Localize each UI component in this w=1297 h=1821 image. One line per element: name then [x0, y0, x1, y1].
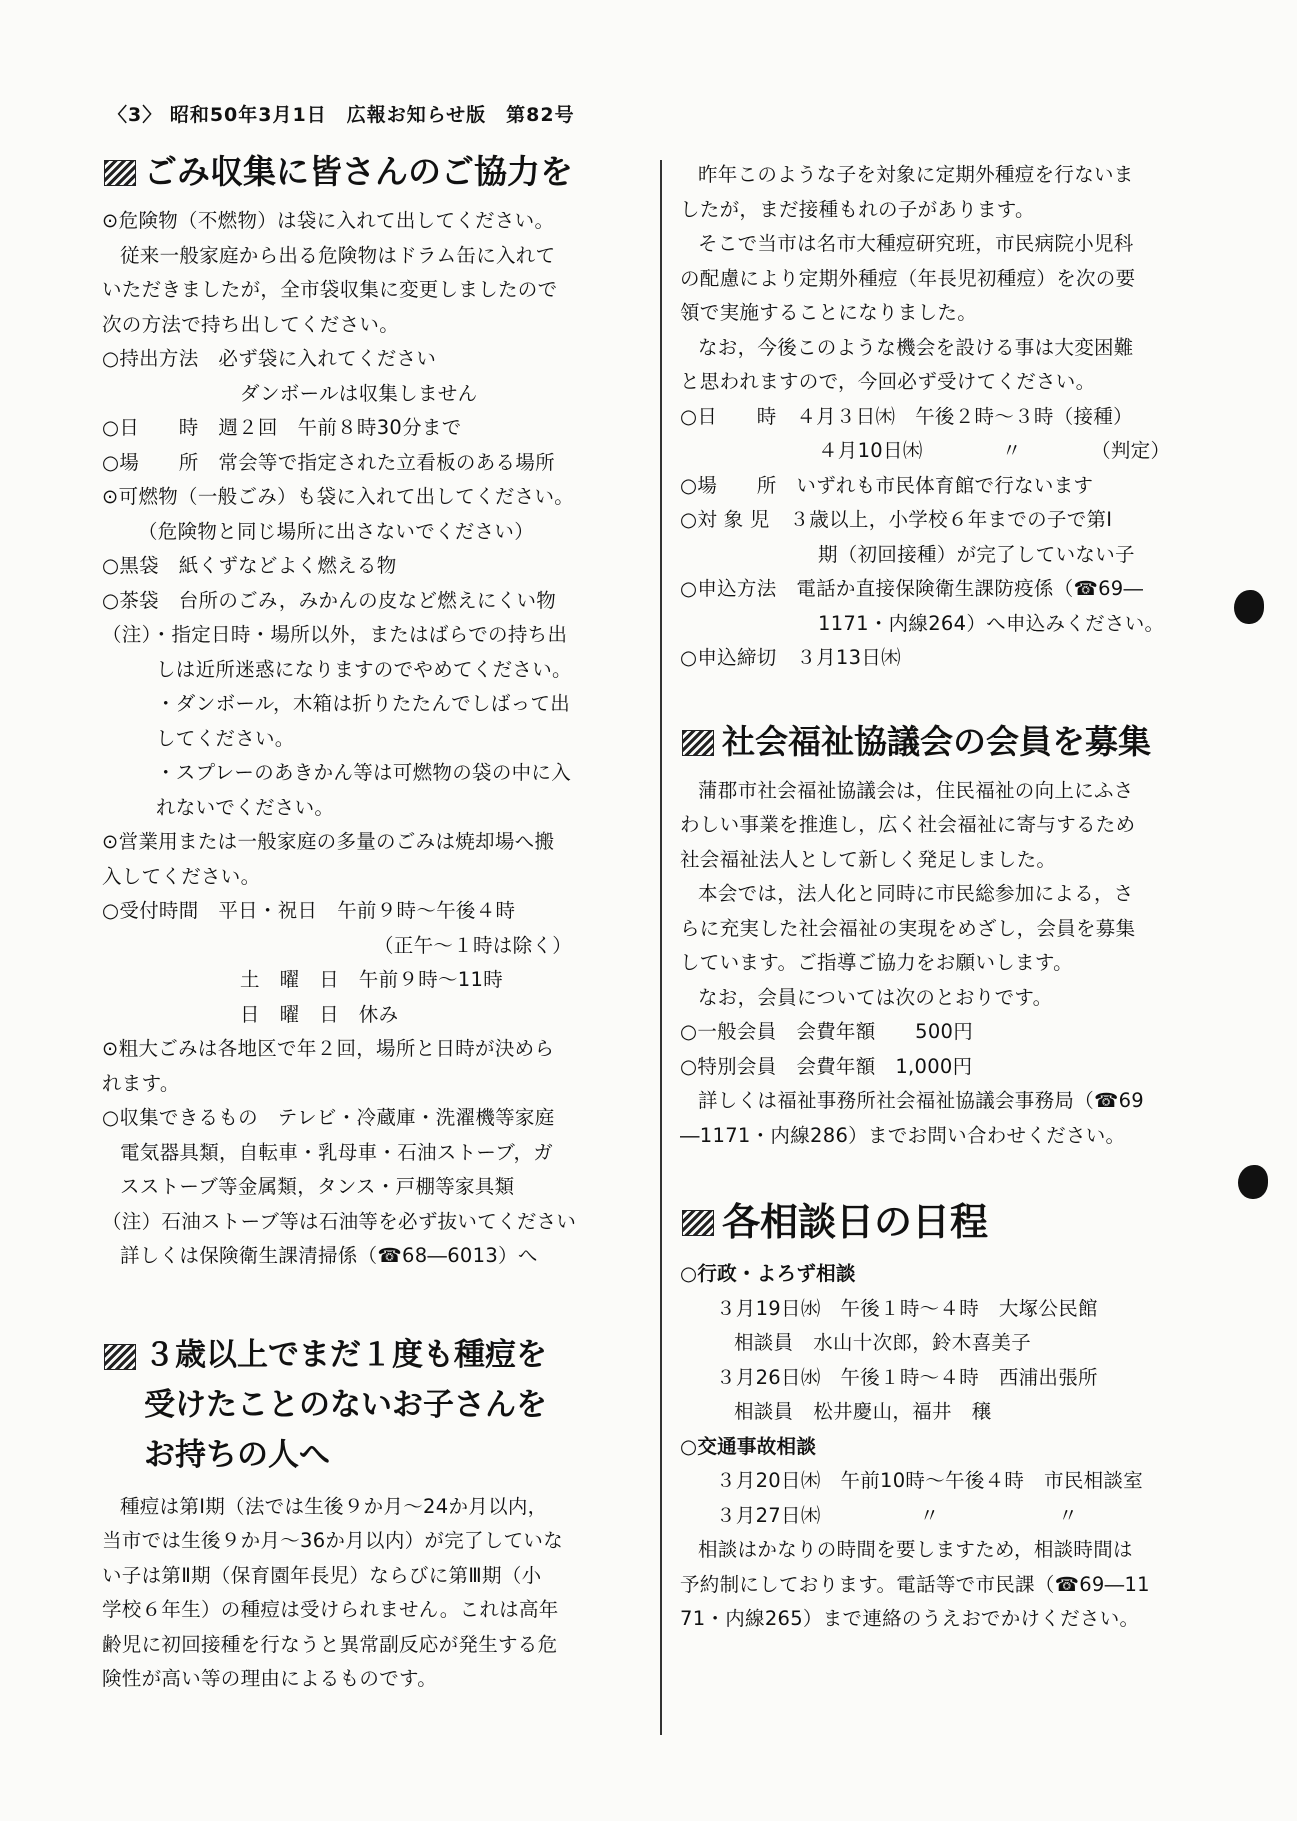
vaccine-section-title — [102, 1330, 642, 1480]
text-line: 期（初回接種）が完了していない子 — [818, 542, 1135, 566]
text-line: （危険物と同じ場所に出さないでください） — [138, 519, 535, 543]
vaccine-title-line: 受けたことのないお子さんを — [144, 1386, 547, 1423]
text-line: （注）石油ストーブ等は石油等を必ず抜いてください — [102, 1209, 577, 1233]
text-line: ○日 時 ４月３日㈭ 午後２時～３時（接種） — [680, 404, 1133, 428]
text-line: ３月26日㈬ 午後１時～４時 西浦出張所 — [716, 1365, 1098, 1389]
text-line: ○申込方法 電話か直接保険衛生課防疫係（☎69― — [680, 577, 1144, 600]
text-line: ○受付時間 平日・祝日 午前９時～午後４時 — [102, 899, 516, 922]
text-line: ○一般会員 会費年額 500円 — [680, 1020, 974, 1043]
text-line: ３月27日㈭ 〃 〃 — [716, 1503, 1079, 1527]
garbage-title-text: ごみ収集に皆さんのご協力を — [144, 152, 573, 191]
text-line: 電気器具類，自転車・乳母車・石油ストーブ，ガ — [120, 1140, 554, 1164]
punch-hole-mark — [1238, 1165, 1268, 1199]
text-line: ○持出方法 必ず袋に入れてください — [102, 347, 437, 370]
text-line: 従来一般家庭から出る危険物はドラム缶に入れて — [120, 243, 556, 267]
text-line: 次の方法で持ち出してください。 — [102, 312, 400, 336]
text-line: 種痘は第Ⅰ期（法では生後９か月～24か月以内， — [120, 1494, 548, 1518]
text-line: 蒲郡市社会福祉協議会は，住民福祉の向上にふさ — [698, 778, 1134, 802]
text-line: ―1171・内線286）までお問い合わせください。 — [680, 1123, 1126, 1147]
hatch-icon — [682, 730, 714, 756]
text-line: 詳しくは福祉事務所社会福祉協議会事務局（☎69 — [698, 1089, 1145, 1112]
text-line: 予約制にしております。電話等で市民課（☎69―11 — [680, 1572, 1150, 1596]
text-line: したが，まだ接種もれの子があります。 — [680, 197, 1035, 221]
text-line: れます。 — [102, 1071, 180, 1095]
text-line: ⊙粗大ごみは各地区で年２回，場所と日時が決めら — [102, 1037, 555, 1060]
text-line: ○行政・よろず相談 — [680, 1262, 856, 1285]
text-line: スストーブ等金属類，タンス・戸棚等家具類 — [120, 1175, 515, 1198]
text-line: ３月20日㈭ 午前10時～午後４時 市民相談室 — [716, 1469, 1144, 1492]
vaccine-title-line: お持ちの人へ — [144, 1436, 330, 1473]
text-line: ⊙営業用または一般家庭の多量のごみは焼却場へ搬 — [102, 830, 555, 853]
text-line: 詳しくは保険衛生課清掃係（☎68―6013）へ — [120, 1244, 538, 1267]
vaccine-title-line: ３歳以上でまだ１度も種痘を — [144, 1336, 547, 1373]
text-line: い子は第Ⅱ期（保育園年長児）ならびに第Ⅲ期（小 — [102, 1563, 542, 1587]
text-line: 入してください。 — [102, 864, 261, 888]
text-line: 領で実施することになりました。 — [680, 301, 978, 324]
text-line: ⊙危険物（不燃物）は袋に入れて出してください。 — [102, 209, 555, 232]
text-line: ・ダンボール，木箱は折りたたんでしばって出 — [156, 692, 571, 715]
text-line: と思われますので，今回必ず受けてください。 — [680, 370, 1096, 393]
text-line: 齢児に初回接種を行なうと異常副反応が発生する危 — [102, 1632, 558, 1656]
text-line: 日 曜 日 休み — [240, 1002, 399, 1026]
text-line: 土 曜 日 午前９時～11時 — [240, 968, 504, 991]
text-line: なお，会員については次のとおりです。 — [698, 985, 1053, 1009]
consult-title-text: 各相談日の日程 — [722, 1200, 989, 1244]
text-line: （正午～１時は除く） — [374, 933, 573, 957]
text-line: ○交通事故相談 — [680, 1434, 817, 1458]
text-line: わしい事業を推進し，広く社会福祉に寄与するため — [680, 813, 1136, 836]
hatch-icon — [104, 160, 136, 186]
text-line: ○申込締切 ３月13日㈭ — [680, 646, 901, 669]
text-line: いただきましたが，全市袋収集に変更しましたので — [102, 278, 558, 301]
text-line: 当市では生後９か月～36か月以内）が完了していな — [102, 1529, 564, 1552]
text-line: ○黒袋 紙くずなどよく燃える物 — [102, 554, 397, 577]
text-line: ⊙可燃物（一般ごみ）も袋に入れて出してください。 — [102, 485, 575, 508]
welfare-title-text: 社会福祉協議会の会員を募集 — [722, 721, 1151, 761]
text-line: ダンボールは収集しません — [240, 381, 478, 405]
text-line: 険性が高い等の理由によるものです。 — [102, 1667, 438, 1690]
text-line: らに充実した社会福祉の実現をめざし，会員を募集 — [680, 916, 1136, 940]
punch-hole-mark — [1234, 590, 1264, 624]
text-line: ○場 所 いずれも市民体育館で行ないます — [680, 473, 1094, 497]
column-divider — [660, 160, 662, 1735]
text-line: の配慮により定期外種痘（年長児初種痘）を次の要 — [680, 266, 1136, 290]
text-line: 1171・内線264）へ申込みください。 — [818, 611, 1165, 635]
welfare-section-title — [680, 720, 1205, 764]
text-line: ３月19日㈬ 午後１時～４時 大塚公民館 — [716, 1296, 1098, 1320]
text-line: そこで当市は名市大種痘研究班，市民病院小児科 — [698, 232, 1134, 255]
left-column — [102, 150, 642, 1697]
text-line: ○特別会員 会費年額 1,000円 — [680, 1054, 973, 1078]
text-line: ○日 時 週２回 午前８時30分まで — [102, 416, 462, 439]
text-line: 相談はかなりの時間を要しますため，相談時間は — [698, 1538, 1133, 1561]
text-line: ○収集できるもの テレビ・冷蔵庫・洗濯機等家庭 — [102, 1106, 555, 1129]
text-line: 昨年このような子を対象に定期外種痘を行ないま — [698, 163, 1134, 186]
text-line: 71・内線265）まで連絡のうえおでかけください。 — [680, 1607, 1140, 1630]
text-line: れないでください。 — [156, 795, 335, 819]
text-line: （注）・指定日時・場所以外，またはばらでの持ち出 — [102, 623, 568, 646]
text-line: 社会福祉法人として新しく発足しました。 — [680, 847, 1057, 871]
right-column — [680, 158, 1205, 1637]
text-line: 本会では，法人化と同時に市民総参加による，さ — [698, 882, 1134, 905]
text-line: ４月10日㈭ 〃 （判定） — [818, 439, 1171, 462]
text-line: ○場 所 常会等で指定された立看板のある場所 — [102, 450, 555, 474]
text-line: しています。ご指導ご協力をお願いします。 — [680, 951, 1073, 974]
text-line: 相談員 松井慶山，福井 穣 — [734, 1400, 992, 1423]
hatch-icon — [104, 1344, 136, 1370]
page-header: 〈3〉 昭和50年3月1日 広報お知らせ版 第82号 — [108, 104, 575, 126]
text-line: しは近所迷惑になりますのでやめてください。 — [156, 657, 572, 681]
hatch-icon — [682, 1210, 714, 1236]
text-line: 学校６年生）の種痘は受けられません。これは高年 — [102, 1598, 559, 1621]
text-line: ・スプレーのあきかん等は可燃物の袋の中に入 — [156, 761, 572, 784]
text-line: ○対 象 児 ３歳以上，小学校６年までの子で第Ⅰ — [680, 508, 1113, 531]
text-line: なお，今後このような機会を設ける事は大変困難 — [698, 335, 1134, 359]
consult-section-title — [680, 1197, 1205, 1247]
text-line: ○茶袋 台所のごみ，みかんの皮など燃えにくい物 — [102, 588, 557, 612]
text-line: してください。 — [156, 726, 295, 750]
text-line: 相談員 水山十次郎，鈴木喜美子 — [734, 1331, 1032, 1354]
garbage-section-title — [102, 150, 642, 194]
